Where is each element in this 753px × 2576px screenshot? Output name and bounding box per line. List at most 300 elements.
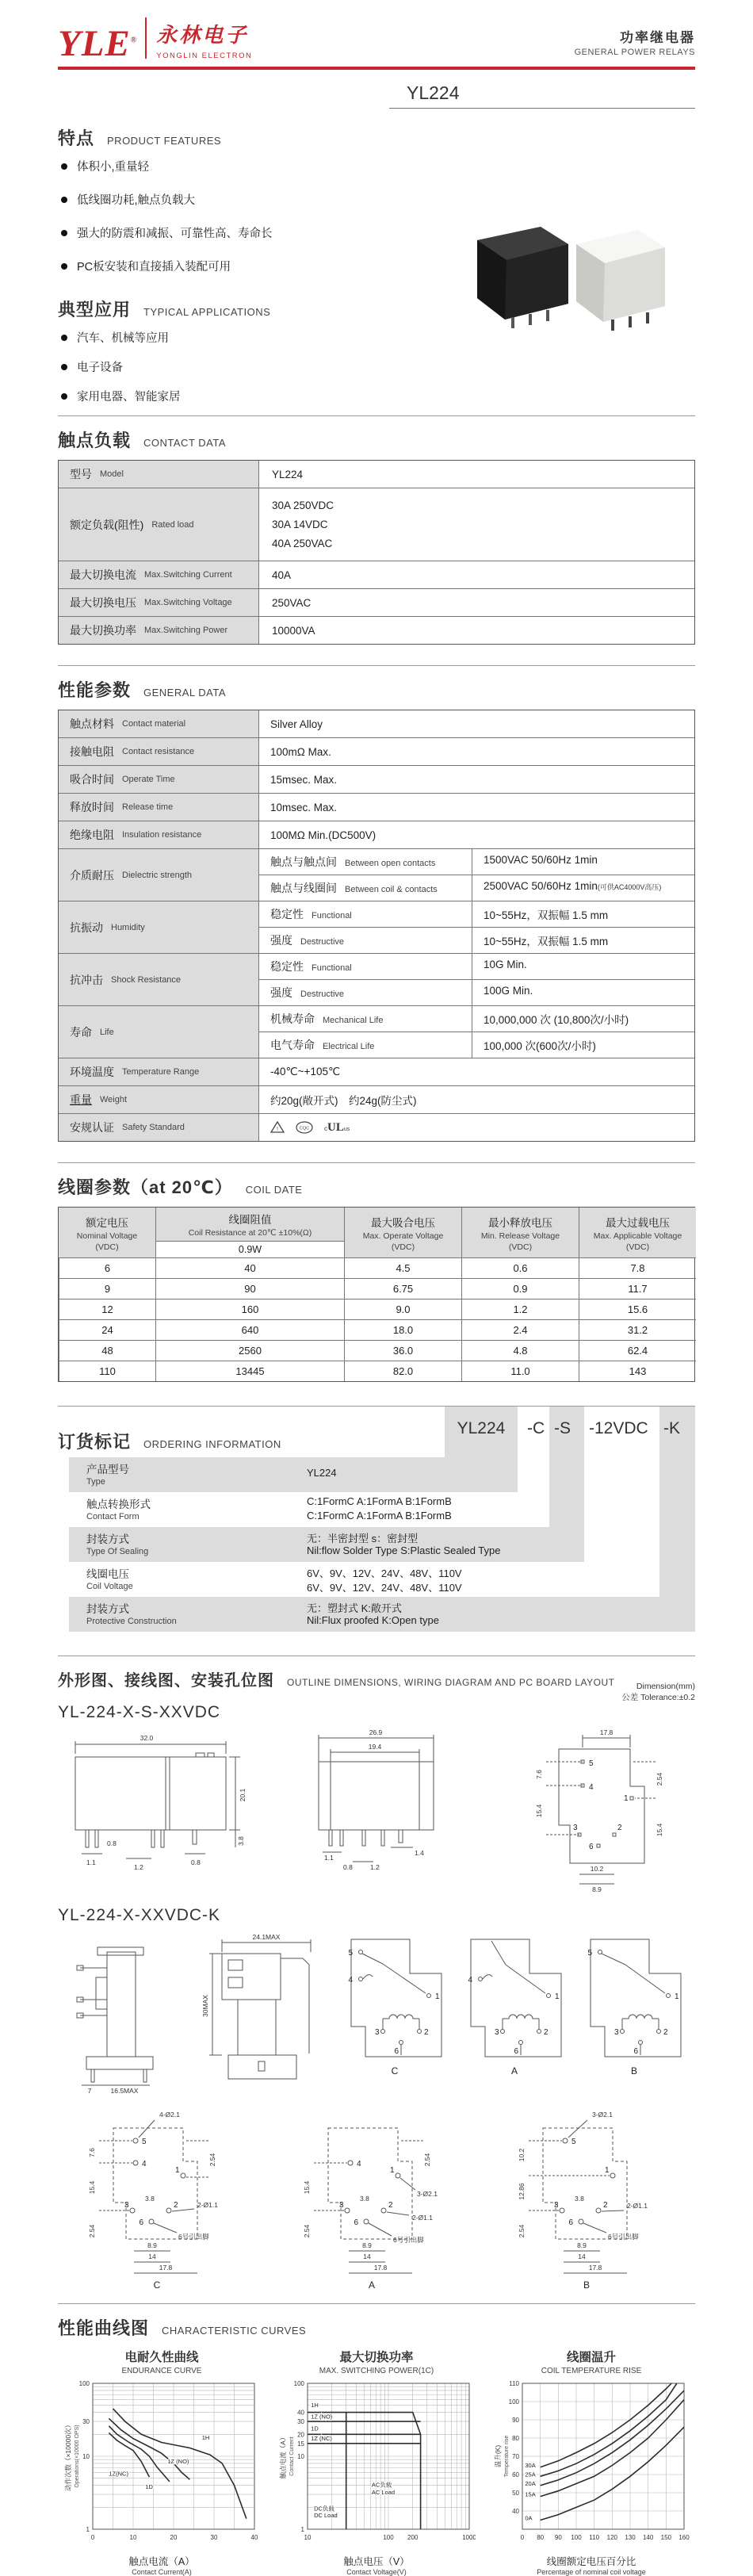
contact-data-title-en: CONTACT DATA <box>143 437 226 449</box>
column-header <box>344 1208 461 1257</box>
endurance-chart <box>63 2377 261 2550</box>
svg-text:Operations(×10000 OPS): Operations(×10000 OPS) <box>75 2425 80 2488</box>
value-line: 约20g(敞开式) 约24g(防尘式) <box>270 1095 417 1107</box>
dim-label: 8.9 <box>592 1885 602 1893</box>
table-row <box>59 737 694 765</box>
diagram-letter: C <box>391 2065 399 2076</box>
row-value <box>258 1086 694 1113</box>
row-label <box>59 901 258 953</box>
page <box>58 0 695 2576</box>
chart-xlabel-en: Contact Voltage(V) <box>346 2568 407 2576</box>
svg-text:1Z (NO): 1Z (NO) <box>311 2413 333 2421</box>
row-value: Nil:flow Solder Type S:Plastic Sealed Type <box>307 1544 501 1556</box>
dim-label: 16.5MAX <box>110 2087 139 2095</box>
dim-label: 10.2 <box>518 2148 526 2162</box>
column-header <box>461 1208 579 1257</box>
table-row <box>59 765 694 793</box>
pin-number: 2 <box>663 2028 668 2037</box>
dim-label: 2-Ø1.1 <box>412 2214 433 2222</box>
table-row <box>59 1058 694 1085</box>
drawing-lines <box>591 1939 681 2057</box>
pin-number: 5 <box>589 1759 594 1768</box>
general-data-table <box>58 710 695 1142</box>
svg-text:Contact Current: Contact Current <box>289 2436 295 2476</box>
table-subrow <box>259 927 694 953</box>
dim-label: 8.9 <box>577 2241 587 2249</box>
dim-label: 3-Ø2.1 <box>417 2190 438 2198</box>
label-en: Humidity <box>111 922 145 932</box>
table-row <box>59 561 694 588</box>
label-zh: 封装方式 <box>86 1533 129 1545</box>
dim-label: 7 <box>87 2087 92 2095</box>
row-value: 无：半密封型 s：密封型 <box>307 1533 419 1544</box>
bullet-icon <box>61 230 67 236</box>
svg-text:50: 50 <box>512 2490 519 2497</box>
svg-text:20: 20 <box>297 2431 304 2439</box>
label-zh: 机械寿命 <box>270 1012 315 1025</box>
label-en: Model <box>100 469 124 479</box>
sub-value <box>472 928 694 953</box>
label-en: Coil Voltage <box>86 1582 133 1591</box>
pin-number: 1 <box>605 2166 610 2175</box>
row-value <box>258 617 694 644</box>
svg-text:触点电流（A）: 触点电流（A） <box>279 2433 287 2479</box>
row-label <box>86 1530 148 1556</box>
section-divider <box>58 665 695 666</box>
pin-number: 1 <box>555 1992 560 2001</box>
header-top <box>156 1208 344 1241</box>
svg-text:!: ! <box>277 1127 278 1132</box>
header-zh: 最小释放电压 <box>488 1216 552 1229</box>
label-en: Destructive <box>300 937 345 947</box>
contact-data-title-zh: 触点负载 <box>58 431 132 450</box>
wiring-diagram-b <box>576 1930 695 2084</box>
label-en: Contact Form <box>86 1512 140 1521</box>
header-en: Nominal Voltage <box>76 1231 138 1241</box>
row-label <box>59 1006 258 1058</box>
svg-text:150: 150 <box>660 2534 672 2541</box>
table-subrow <box>259 849 694 875</box>
svg-text:Temperature rise: Temperature rise <box>504 2435 510 2478</box>
table-cell: 6.75 <box>344 1278 461 1299</box>
table-row <box>59 588 694 616</box>
label-zh: 最大切换功率 <box>70 624 136 637</box>
label-zh: 强度 <box>270 986 292 999</box>
pin-number: 4 <box>142 2160 147 2168</box>
dim-label: 17.8 <box>159 2264 173 2272</box>
label-zh: 强度 <box>270 934 292 947</box>
sealed-drawings-row <box>58 1727 695 1893</box>
pin-number: 2 <box>388 2201 393 2210</box>
header-en: Max. Operate Voltage <box>362 1231 444 1241</box>
sub-value <box>472 1006 694 1032</box>
table-row <box>59 616 694 644</box>
svg-text:100: 100 <box>571 2534 582 2541</box>
label-en: Between open contacts <box>345 859 436 868</box>
features-title-en: PRODUCT FEATURES <box>107 135 222 147</box>
svg-text:120: 120 <box>606 2534 618 2541</box>
dimension-unit-note: Dimension(mm) <box>636 1682 695 1691</box>
dim-label: 1.1 <box>86 1858 96 1866</box>
table-row <box>59 821 694 848</box>
table-cell: 11.7 <box>579 1278 696 1299</box>
front-view-drawing <box>58 1727 264 1885</box>
table-cell: 36.0 <box>344 1340 461 1361</box>
outline-section <box>58 1667 695 2291</box>
brand-name-block <box>156 19 252 60</box>
brand-name-en: YONGLIN ELECTRON <box>156 52 253 60</box>
table-subrow <box>259 1032 694 1058</box>
general-data-header <box>58 677 695 702</box>
header-zh: 最大吸合电压 <box>371 1216 435 1229</box>
features-title-zh: 特点 <box>58 128 95 148</box>
dim-label: 17.8 <box>588 2264 602 2272</box>
feature-text: 强大的防震和减振、可靠性高、寿命长 <box>77 228 273 240</box>
svg-text:DC负载: DC负载 <box>314 2505 334 2513</box>
label-en: Release time <box>122 802 174 812</box>
tolerance-note: 公差 Tolerance:±0.2 <box>621 1693 695 1702</box>
general-data-title-en: GENERAL DATA <box>143 687 227 699</box>
dim-label: 2.54 <box>518 2224 526 2238</box>
ordering-row <box>69 1457 518 1492</box>
table-cell: 143 <box>579 1361 696 1381</box>
dim-label: 2.54 <box>88 2224 96 2238</box>
svg-text:110: 110 <box>589 2534 600 2541</box>
row-value <box>258 821 694 848</box>
svg-text:10: 10 <box>82 2453 90 2460</box>
header-zh: 额定电压 <box>86 1216 128 1229</box>
dim-label: 20.1 <box>239 1788 247 1802</box>
row-label <box>59 738 258 765</box>
pin-number: 6 <box>633 2047 638 2056</box>
pin-number: 3 <box>614 2028 619 2037</box>
model-title-block <box>58 70 695 114</box>
row-label <box>59 589 258 616</box>
svg-text:160: 160 <box>678 2534 690 2541</box>
sub-value <box>472 849 694 875</box>
label-zh: 抗冲击 <box>70 973 103 986</box>
dim-label: 6号引出脚 <box>178 2233 209 2241</box>
sub-value <box>472 1032 694 1058</box>
dim-label: 17.8 <box>599 1728 613 1736</box>
dim-label: 15.4 <box>656 1823 663 1837</box>
list-item <box>61 158 695 174</box>
chart-xlabel-zh: 线圈额定电压百分比 <box>546 2556 636 2567</box>
label-zh: 介质耐压 <box>70 868 114 882</box>
pcb-layout-b <box>487 2104 695 2291</box>
contact-data-table <box>58 460 695 645</box>
label-zh: 环境温度 <box>70 1066 114 1078</box>
order-code-segment: -S <box>554 1419 571 1437</box>
table-subrow <box>259 901 694 927</box>
dim-label: 14 <box>578 2253 586 2260</box>
table-cell: 90 <box>155 1278 344 1299</box>
header-unit: (VDC) <box>625 1242 650 1252</box>
table-cell: 24 <box>59 1319 155 1340</box>
features-section <box>58 125 695 404</box>
cqc-mark-icon <box>296 1121 313 1134</box>
table-cell: 11.0 <box>461 1361 579 1381</box>
pin-number: 3 <box>554 2201 559 2210</box>
bullet-icon <box>61 393 67 400</box>
svg-text:温升(K): 温升(K) <box>494 2444 502 2468</box>
svg-text:0A: 0A <box>525 2514 533 2522</box>
bullet-icon <box>61 163 67 170</box>
row-label <box>86 1460 129 1487</box>
row-label <box>86 1565 133 1591</box>
pin-number: 6 <box>354 2218 358 2227</box>
svg-text:100: 100 <box>293 2380 304 2387</box>
row-label <box>59 461 258 488</box>
value-line: 40A <box>272 568 292 581</box>
diagram-letter: B <box>630 2065 638 2076</box>
table-cell: 82.0 <box>344 1361 461 1381</box>
table-row <box>59 1113 694 1141</box>
dim-label: 32.0 <box>140 1734 154 1742</box>
svg-text:15: 15 <box>297 2440 304 2448</box>
dim-label: 7.6 <box>88 2148 96 2157</box>
dim-label: 0.8 <box>343 1863 353 1871</box>
row-value: 6V、9V、12V、24V、48V、110V <box>307 1567 462 1579</box>
coil-title-en: COIL DATE <box>245 1184 303 1196</box>
row-label <box>59 954 258 1005</box>
pin-labels <box>348 1949 440 2076</box>
sub-label <box>259 901 472 927</box>
pin-number: 3 <box>495 2028 499 2037</box>
svg-text:100: 100 <box>383 2534 394 2541</box>
applications-title-en: TYPICAL APPLICATIONS <box>143 306 271 318</box>
ordering-row <box>69 1562 624 1597</box>
black-relay <box>477 227 568 328</box>
feature-text: 低线圈功耗,触点负载大 <box>77 194 196 207</box>
label-zh: 触点转换形式 <box>86 1499 151 1510</box>
label-zh: 额定负载(阻性) <box>70 518 144 531</box>
table-cell: 6 <box>59 1257 155 1278</box>
label-en: Functional <box>312 911 352 921</box>
pin-number: 2 <box>544 2028 549 2037</box>
coil-title-zh: 线圈参数（at 20℃） <box>58 1177 233 1197</box>
relay-photo-illustration <box>449 197 687 339</box>
sub-label <box>259 875 472 901</box>
table-cell: 40 <box>155 1257 344 1278</box>
pin-number: 2 <box>617 1824 622 1832</box>
value-line: 100MΩ Min.(DC500V) <box>270 829 376 841</box>
dim-label: 17.8 <box>373 2264 388 2272</box>
pin-and-dim-labels <box>88 2111 218 2291</box>
logo-text: YLE® <box>58 22 138 64</box>
label-en: Operate Time <box>122 775 175 784</box>
chart-title-en: COIL TEMPERATURE RISE <box>541 2367 642 2375</box>
dim-label: 2.54 <box>303 2224 311 2238</box>
dim-label: 8.9 <box>147 2241 157 2249</box>
label-en: Life <box>100 1027 114 1037</box>
chart-xlabel-en: Percentage of nominal coil voltage <box>537 2568 646 2576</box>
row-label <box>59 1058 258 1085</box>
dim-label: 3.8 <box>575 2195 584 2203</box>
row-label <box>86 1600 177 1626</box>
sub-rows <box>258 954 694 1005</box>
pin-number: 5 <box>348 1949 353 1958</box>
label-zh: 产品型号 <box>86 1464 129 1476</box>
label-en: Type Of Sealing <box>86 1547 149 1556</box>
application-text: 汽车、机械等应用 <box>77 332 169 345</box>
pin-number: 2 <box>603 2201 608 2210</box>
dim-label: 12.86 <box>518 2183 526 2200</box>
table-cell: 1.2 <box>461 1299 579 1319</box>
list-item <box>61 388 695 404</box>
contact-data-header <box>58 427 695 452</box>
label-en: Contact material <box>122 719 186 729</box>
value-line: 30A 14VDC <box>272 519 328 530</box>
row-value: 6V、9V、12V、24V、48V、110V <box>307 1582 462 1594</box>
drawing-lines <box>77 1947 153 2085</box>
open-drawings-row <box>58 1930 695 2096</box>
value-line: 250VAC <box>272 596 312 609</box>
dim-label: 10.2 <box>590 1865 604 1873</box>
endurance-chart-block <box>58 2348 266 2576</box>
svg-text:10: 10 <box>304 2534 312 2541</box>
label-en: Rated load <box>151 519 194 530</box>
dim-label: 14 <box>363 2253 371 2260</box>
dim-label: 6号引出脚 <box>393 2236 424 2244</box>
sub-value <box>472 980 694 1005</box>
svg-text:90: 90 <box>554 2534 562 2541</box>
table-cell: 4.8 <box>461 1340 579 1361</box>
label-zh: 吸合时间 <box>70 773 114 786</box>
features-header <box>58 125 695 150</box>
sub-label <box>259 849 472 875</box>
coil-data-table <box>58 1207 695 1382</box>
dim-label: 3.8 <box>145 2195 155 2203</box>
value-line: 30A 250VDC <box>272 500 334 511</box>
pin-and-dim-labels <box>518 2111 648 2291</box>
svg-text:1: 1 <box>86 2526 90 2533</box>
pin-number: 6 <box>514 2047 518 2056</box>
pin-number: 5 <box>142 2138 147 2146</box>
wiring-diagram-c <box>337 1930 456 2084</box>
doc-category <box>575 26 695 60</box>
label-zh: 型号 <box>70 468 92 480</box>
row-label <box>59 488 258 561</box>
row-value: 无：塑封式 K:敞开式 <box>307 1602 402 1614</box>
dim-label: 3.8 <box>237 1836 245 1846</box>
dim-label: 1.4 <box>415 1849 424 1857</box>
bullet-icon <box>61 263 67 270</box>
table-cell: 18.0 <box>344 1319 461 1340</box>
label-en: Contact resistance <box>122 747 195 756</box>
label-en: Dielectric strength <box>122 870 193 880</box>
outline-title-en: OUTLINE DIMENSIONS, WIRING DIAGRAM AND PC BOARD LAYOUT <box>287 1677 615 1688</box>
open-relay-side-drawing <box>58 1930 185 2096</box>
label-en: Safety Standard <box>122 1123 185 1132</box>
list-item <box>61 358 695 375</box>
pin-number: 6 <box>139 2218 143 2227</box>
column-header-resistance <box>155 1208 344 1257</box>
svg-text:10: 10 <box>297 2453 304 2460</box>
brand-name-zh: 永林电子 <box>156 23 249 47</box>
coil-data-header <box>58 1174 695 1199</box>
row-label <box>86 1495 151 1521</box>
chart-xlabel-en: Contact Current(A) <box>132 2568 192 2576</box>
sub-rows <box>258 849 694 901</box>
sub-rows <box>258 1006 694 1058</box>
dim-label: 4-Ø2.1 <box>159 2111 180 2119</box>
order-code-segment: -K <box>663 1419 680 1437</box>
pin-number: 4 <box>468 1976 472 1985</box>
table-cell: 110 <box>59 1361 155 1381</box>
table-cell: 31.2 <box>579 1319 696 1340</box>
variant-code-open: YL-224-X-XXVDC-K <box>58 1906 221 1924</box>
header-unit: (VDC) <box>508 1242 533 1252</box>
value-line: 100mΩ Max. <box>270 745 331 758</box>
label-zh: 释放时间 <box>70 801 114 813</box>
svg-text:0: 0 <box>90 2534 95 2541</box>
drawing-lines <box>209 1939 311 2079</box>
column-header <box>59 1208 155 1257</box>
section-divider <box>58 2303 695 2304</box>
label-en: Shock Resistance <box>111 974 182 985</box>
feature-text: 体积小,重量轻 <box>77 161 150 174</box>
svg-text:40: 40 <box>250 2534 258 2541</box>
pin-number: 6 <box>394 2047 399 2056</box>
page-title: YL224 <box>407 82 460 103</box>
value-line: 10~55Hz，双振幅 1.5 mm <box>484 909 609 921</box>
section-divider <box>58 1655 695 1656</box>
pin-and-dim-labels <box>303 2153 438 2291</box>
table-cell: 13445 <box>155 1361 344 1381</box>
label-en: Max.Switching Voltage <box>144 598 232 607</box>
svg-text:30: 30 <box>210 2534 218 2541</box>
pcb-layout-a <box>273 2104 480 2291</box>
row-label <box>59 1114 258 1141</box>
pin-number: 2 <box>174 2201 178 2210</box>
chart-title-en: MAX. SWITCHING POWER(1C) <box>319 2367 434 2375</box>
switching-power-chart <box>277 2377 476 2550</box>
brand-logo <box>58 22 138 64</box>
row-label <box>59 561 258 588</box>
header-en: Min. Release Voltage <box>480 1231 560 1241</box>
dim-label: 19.4 <box>368 1743 382 1751</box>
pin-number: 5 <box>571 2138 576 2146</box>
sub-value <box>472 875 694 901</box>
dim-label: 3.8 <box>360 2195 369 2203</box>
dim-label: 24.1MAX <box>252 1933 281 1941</box>
value-line: 10G Min. <box>484 959 527 970</box>
table-cell: 0.6 <box>461 1257 579 1278</box>
svg-text:1D: 1D <box>311 2425 319 2432</box>
diagram-letter: B <box>583 2279 591 2291</box>
svg-text:1000: 1000 <box>462 2534 476 2541</box>
header-en: Coil Resistance at 20℃ ±10%(Ω) <box>188 1228 312 1238</box>
row-value <box>258 561 694 588</box>
section-divider <box>58 415 695 416</box>
sub-label <box>259 1006 472 1032</box>
svg-text:AC负载: AC负载 <box>371 2481 392 2489</box>
bullet-icon <box>61 197 67 203</box>
svg-text:0: 0 <box>520 2534 525 2541</box>
dim-label: 6号引出脚 <box>608 2233 639 2241</box>
dim-label: 14 <box>148 2253 156 2260</box>
table-cell: 0.9 <box>461 1278 579 1299</box>
label-zh: 最大切换电压 <box>70 596 136 609</box>
label-en: Max.Switching Power <box>144 626 228 635</box>
svg-text:140: 140 <box>642 2534 654 2541</box>
value-line: 2500VAC 50/60Hz 1min <box>484 880 598 892</box>
row-value <box>258 488 694 561</box>
label-zh: 安规认证 <box>70 1121 114 1134</box>
white-relay <box>576 230 665 331</box>
svg-text:30: 30 <box>297 2418 304 2426</box>
